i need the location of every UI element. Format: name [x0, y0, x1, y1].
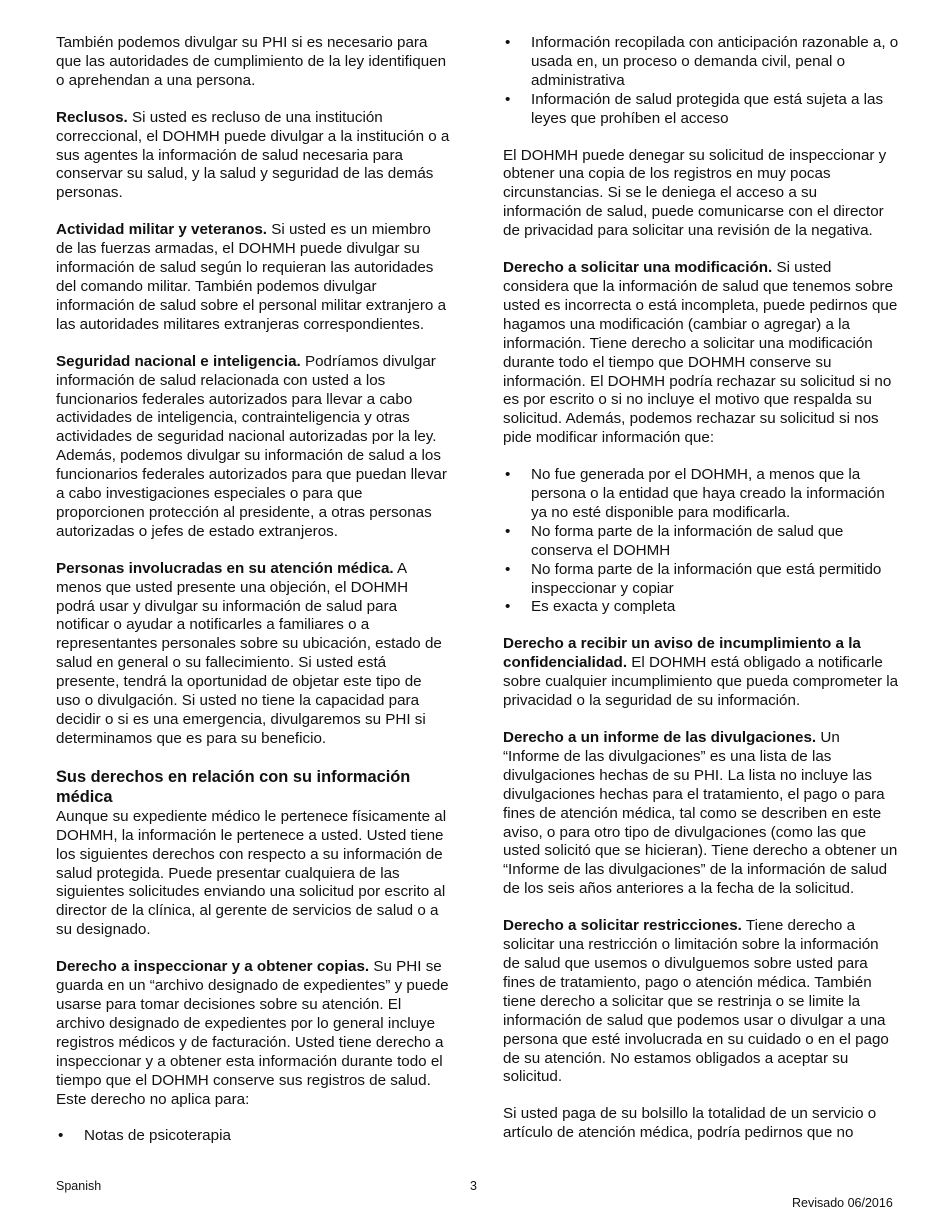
list-item-text: No fue generada por el DOHMH, a menos que la persona o la entidad que haya creado la información ya no esté disponible para modificarla.	[531, 466, 885, 521]
bullet-icon: •	[505, 34, 511, 51]
list-item-text: Información de salud protegida que está sujeta a las leyes que prohíben el acceso	[531, 90, 884, 127]
list-item	[503, 91, 899, 129]
footer-language: Spanish	[56, 1179, 102, 1193]
section-title: Reclusos.	[56, 108, 128, 126]
modification-list	[503, 466, 899, 617]
section-reclusos	[56, 109, 450, 204]
section-title: Actividad militar y veteranos.	[56, 221, 268, 239]
right-column	[503, 34, 899, 1161]
list-item	[56, 1127, 450, 1146]
section-personas-involucradas	[56, 560, 450, 749]
paragraph-pago-bolsillo: Si usted paga de su bolsillo la totalidad de un servicio o artículo de atención médica, podría pedirnos que no	[503, 1105, 877, 1142]
bullet-icon: •	[505, 522, 511, 540]
section-text: Si usted es un miembro de las fuerzas armadas, el DOHMH puede divulgar su información de salud según lo requieran las autoridades del comando militar. También podemos divulgar información de salud sobre el personal militar extranjero a las autoridades militares extranjeras correspondientes.	[56, 221, 447, 333]
paragraph-denegar: El DOHMH puede denegar su solicitud de inspeccionar y obtener una copia de los registros en muy pocas circunstancias. Si se le deniega el acceso a su información de salud, puede comunicarse con el director de privacidad para solicitar una revisión de la negativa.	[503, 146, 887, 240]
section-inspeccionar	[56, 958, 450, 1109]
bullet-icon: •	[505, 598, 511, 616]
list-item	[503, 523, 899, 561]
section-text: Podríamos divulgar información de salud relacionada con usted a los funcionarios federales autorizados para llevar a cabo actividades de inteligencia, contrainteligencia y otras actividades de seguridad nacional autorizadas por la ley. Además, podemos divulgar su información de salud a los funcionarios federales autorizados para que puedan llevar a cabo investigaciones especiales o para que proporcionen protección al presidente, a otras personas autorizadas o jefes de estado extranjeros.	[56, 352, 447, 540]
bullet-icon: •	[505, 466, 511, 484]
section-informe-divulgaciones	[503, 729, 899, 899]
section-text: Su PHI se guarda en un “archivo designado de expedientes” y puede usarse para tomar decisiones sobre su atención. El archivo designado de expedientes por lo general incluye registros médicos y de facturación. Usted tiene derecho a inspeccionar y a obtener esta información durante todo el tiempo que el DOHMH conserve sus registros de salud. Este derecho no aplica para:	[56, 958, 449, 1108]
section-text: Tiene derecho a solicitar una restricción o limitación sobre la información de salud que usemos o divulguemos sobre usted para fines de tratamiento, pago o atención médica. También tiene derecho a solicitar que se restrinja o se limite la información de salud que podemos usar o divulgar a una persona que esté involucrada en su cuidado o en el pago de su atención. No estamos obligados a aceptar su solicitud.	[503, 917, 889, 1086]
bullet-icon: •	[505, 90, 511, 108]
left-column	[56, 34, 450, 1164]
list-item	[503, 598, 899, 617]
rights-heading: Sus derechos en relación con su información médica	[56, 767, 411, 806]
section-text: A menos que usted presente una objeción, el DOHMH podrá usar y divulgar su información de salud para notificar o ayudar a notificarles a familiares o a representantes personales sobre su ubicación, estado de salud en general o su fallecimiento. Si usted está presente, tendrá la oportunidad de objetar este tipo de uso o divulgación. Si usted no tiene la capacidad para decidir o si es una emergencia, divulgaremos su PHI si determinamos que es para su beneficio.	[56, 559, 442, 747]
section-text: Si usted considera que la información de salud que tenemos sobre usted es incorrecta o está incompleta, puede pedirnos que hagamos una modificación (cambiar o agregar) a la información. Tiene derecho a solicitar una modificación durante todo el tiempo que DOHMH conserve su información. El DOHMH podría rechazar su solicitud si no es por escrito o si no incluye el motivo que respalda su solicitud. Además, podemos rechazar su solicitud si nos pide modificar información que:	[503, 259, 898, 447]
list-item	[503, 561, 899, 599]
list-item-text: No forma parte de la información de salud que conserva el DOHMH	[531, 522, 844, 559]
section-seguridad-nacional	[56, 353, 450, 542]
section-text: Si usted es recluso de una institución correccional, el DOHMH puede divulgar a la institución o a sus agentes la información de salud necesaria para conservar su salud, y la salud y seguridad de las demás personas.	[56, 108, 450, 202]
section-text: El DOHMH está obligado a notificarle sobre cualquier incumplimiento que pueda comprometer la privacidad o la seguridad de su información.	[503, 654, 899, 710]
list-item	[503, 466, 899, 523]
section-militar	[56, 221, 450, 334]
paragraph-law-enforcement: También podemos divulgar su PHI si es necesario para que las autoridades de cumplimiento de la ley identifiquen o aprehendan a una persona.	[56, 34, 447, 89]
section-title: Seguridad nacional e inteligencia.	[56, 352, 301, 370]
section-aviso-incumplimiento	[503, 635, 899, 711]
list-item-text: No forma parte de la información que está permitido inspeccionar y copiar	[531, 560, 882, 597]
section-title: Derecho a solicitar una modificación.	[503, 259, 773, 277]
list-item-text: Notas de psicoterapia	[84, 1127, 231, 1145]
section-title: Personas involucradas en su atención médica.	[56, 559, 394, 577]
bullet-icon: •	[505, 560, 511, 578]
list-item	[503, 34, 899, 91]
section-title: Derecho a inspeccionar y a obtener copias.	[56, 958, 370, 976]
bullet-icon: •	[58, 1127, 64, 1145]
list-item-text: Es exacta y completa	[531, 598, 676, 616]
exceptions-list-right	[503, 34, 899, 129]
section-restricciones	[503, 917, 899, 1087]
section-text: Un “Informe de las divulgaciones” es una lista de las divulgaciones hechas de su PHI. La lista no incluye las divulgaciones hechas para el tratamiento, el pago o para fines de atención médica, tal como se describen en este aviso, o para otro tipo de divulgaciones (como las que usted solicitó que se hicieran). Tiene derecho a obtener un “Informe de las divulgaciones” de la información de salud de los seis años anteriores a la fecha de la solicitud.	[503, 729, 898, 898]
section-title: Derecho a solicitar restricciones.	[503, 917, 742, 935]
footer-revised-date: Revisado 06/2016	[792, 1196, 893, 1210]
section-title: Derecho a un informe de las divulgaciones.	[503, 729, 817, 746]
section-modificacion	[503, 259, 899, 448]
rights-intro: Aunque su expediente médico le pertenece físicamente al DOHMH, la información le pertenece a usted. Usted tiene los siguientes derechos con respecto a su información de salud protegida. Puede presentar cualquiera de las siguientes solicitudes enviando una solicitud por escrito al director de la clínica, al gerente de servicios de salud o a su designado.	[56, 807, 447, 939]
list-item-text: Información recopilada con anticipación razonable a, o usada en, un proceso o demanda civil, penal o administrativa	[531, 34, 899, 89]
section-title: Derecho a recibir un aviso de incumplimiento a la confidencialidad.	[503, 635, 861, 672]
exceptions-list-left	[56, 1127, 450, 1146]
footer-page-number: 3	[470, 1179, 477, 1193]
